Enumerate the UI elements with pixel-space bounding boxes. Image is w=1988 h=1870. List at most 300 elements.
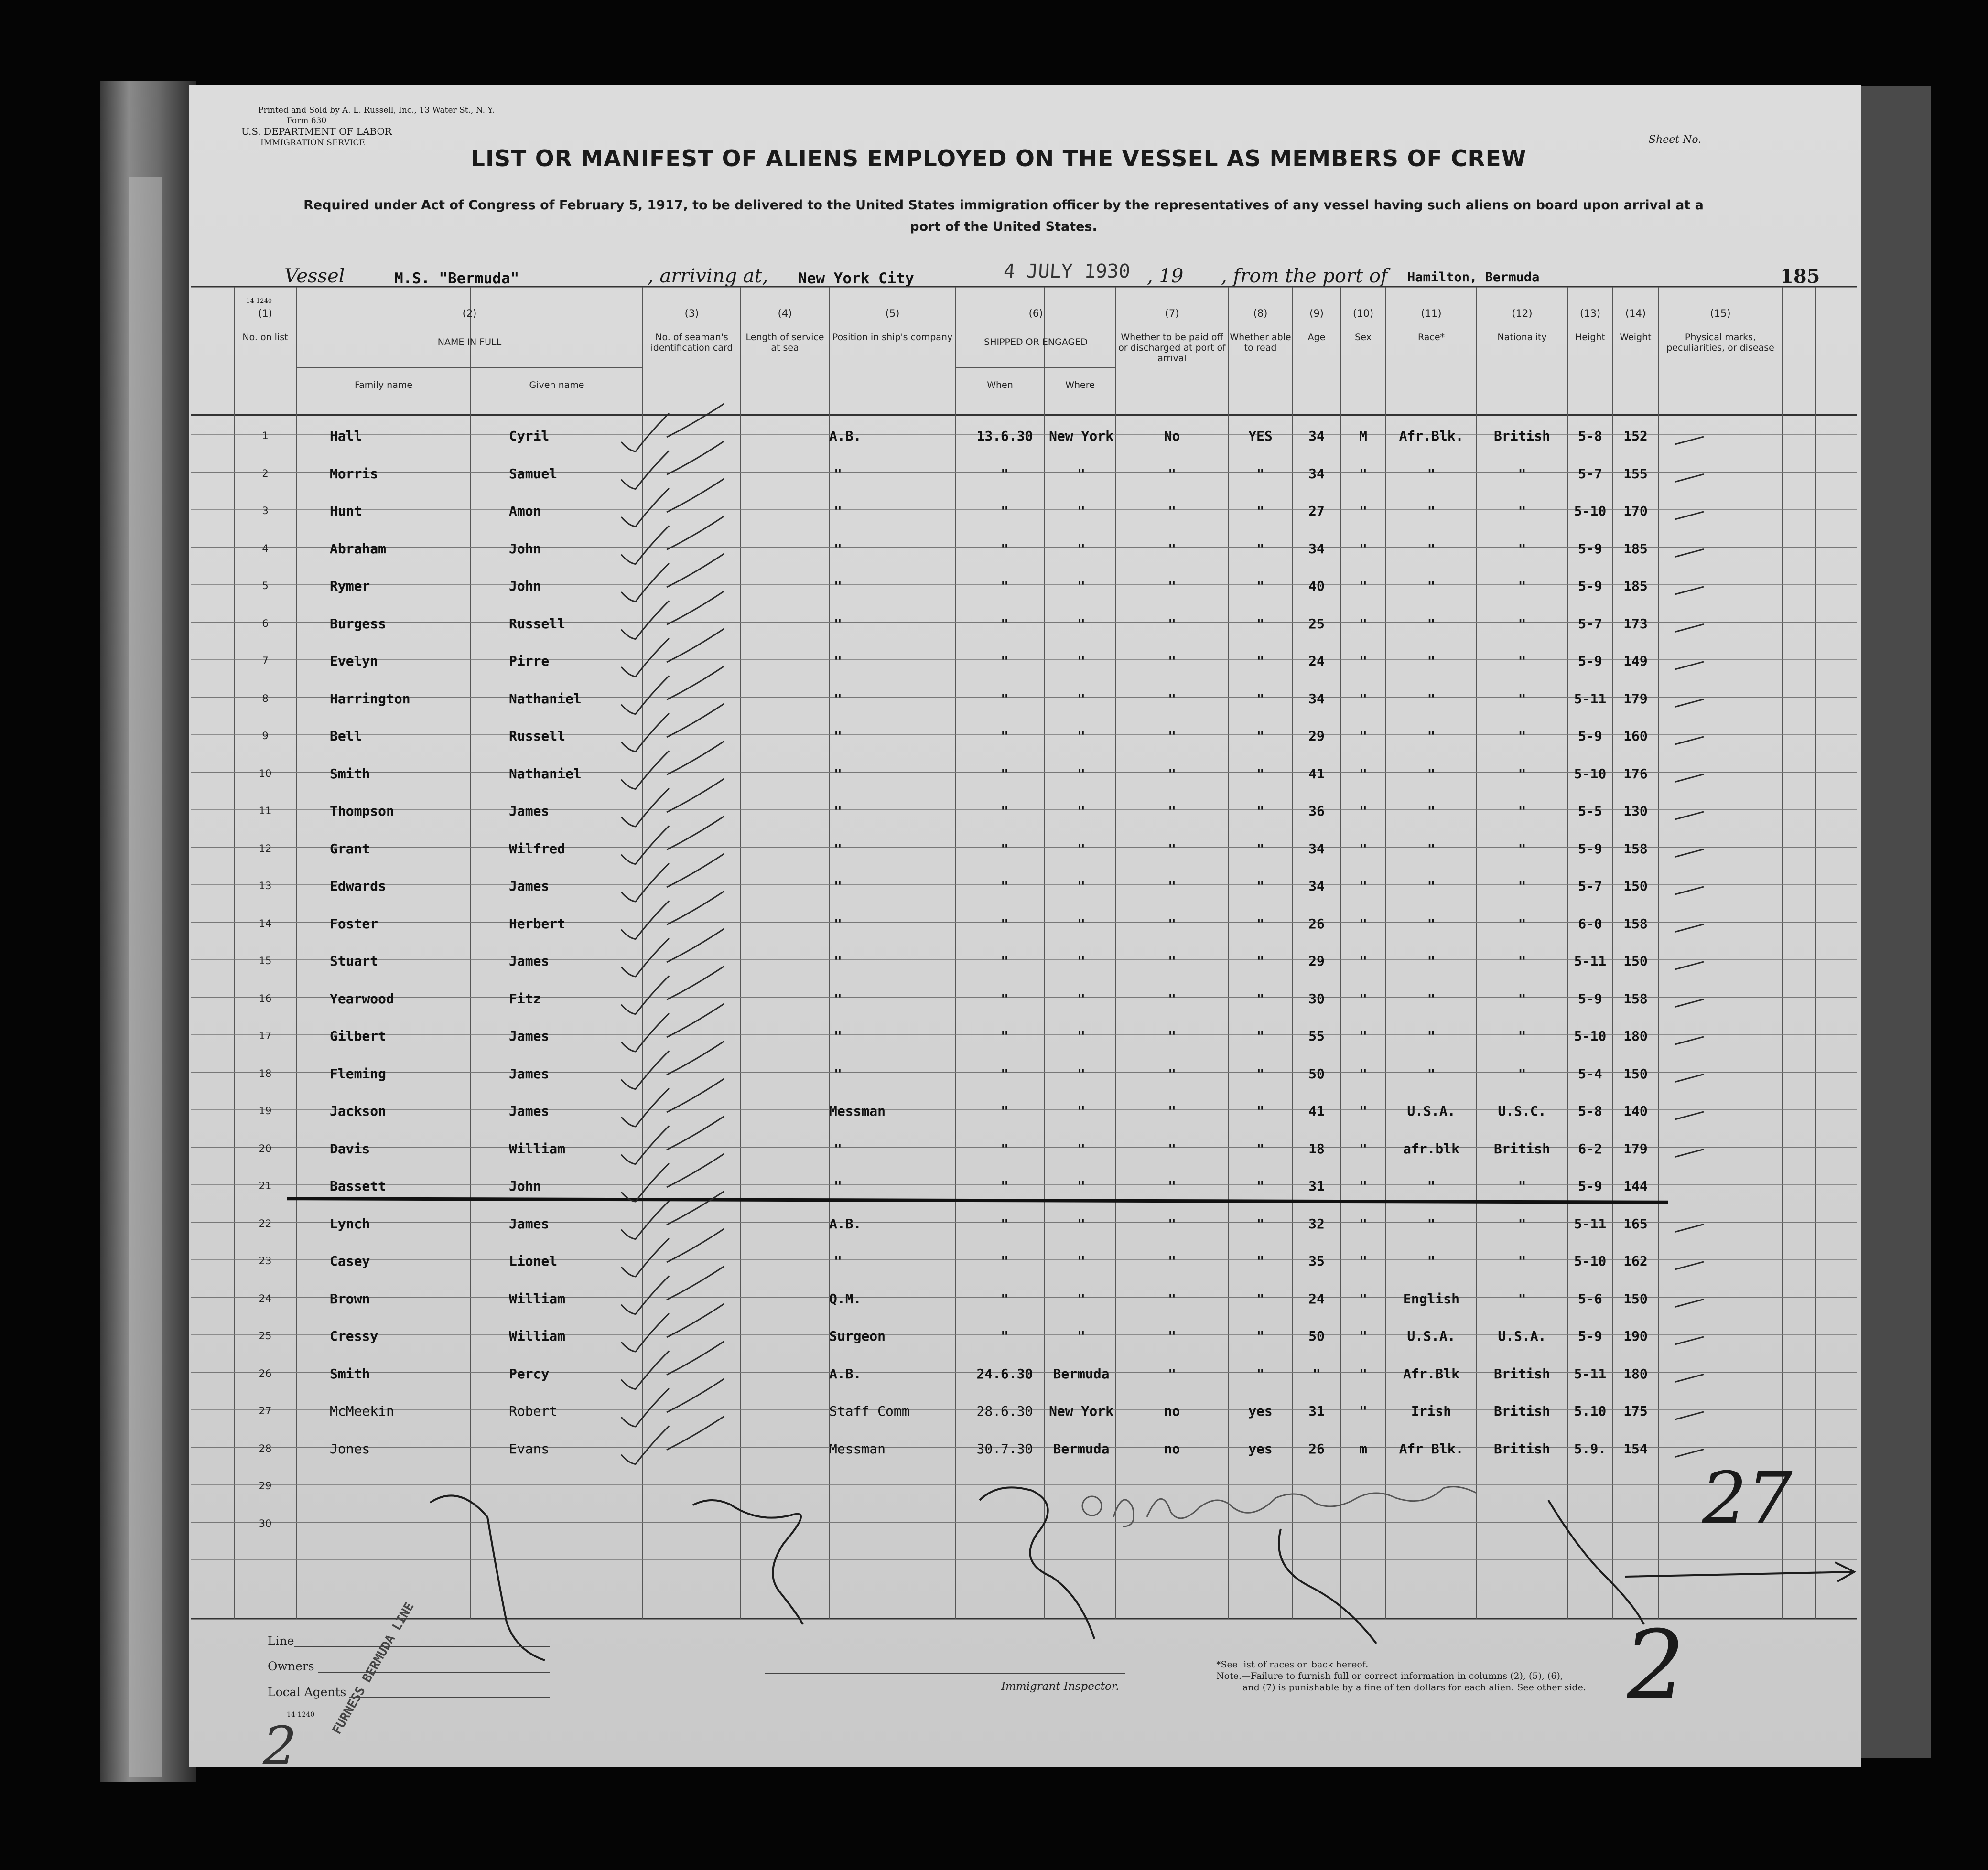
row-number: 20 [259,1142,272,1154]
cell-family: Jones [330,1440,370,1457]
cell-when: " [1001,953,1009,969]
service: IMMIGRATION SERVICE [260,138,365,148]
cell-nat: " [1518,1215,1526,1232]
row-number: 13 [259,880,272,892]
cell-nat: " [1518,953,1526,969]
cell-family: Thompson [330,803,394,819]
cell-where: " [1077,1028,1085,1044]
cell-given: Evans [509,1440,550,1457]
cell-paid: " [1168,503,1176,519]
cell-sex: " [1359,653,1367,669]
cell-family: Bell [330,728,362,744]
date-stamp: 4 JULY 1930 [1003,260,1131,282]
cell-when: " [1001,578,1009,594]
cell-nat: British [1493,1365,1550,1382]
cell-race: " [1427,878,1436,894]
cell-where: " [1077,653,1085,669]
cell-position: " [834,840,842,857]
cell-age: 55 [1308,1028,1325,1044]
cell-age: 31 [1308,1403,1325,1419]
cell-where: " [1077,465,1085,482]
cell-age: 35 [1308,1253,1325,1269]
column-header-c1: No. on list [242,332,288,343]
row-number: 19 [259,1105,272,1117]
departure-port: Hamilton, Bermuda [1407,270,1540,285]
row-number: 1 [262,430,269,441]
cell-paid: " [1168,465,1176,482]
cell-nat: " [1518,765,1526,782]
cell-weight: 150 [1623,953,1648,969]
row-number: 21 [259,1180,272,1192]
cell-paid: " [1168,915,1176,932]
row-number: 24 [259,1292,272,1304]
cell-nat: British [1493,1440,1550,1457]
column-header-c11: Race* [1417,332,1445,343]
cell-sex: " [1359,1028,1367,1044]
column-number-c4: (4) [778,308,792,319]
cell-paid: " [1168,990,1176,1007]
cell-where: " [1077,1290,1085,1307]
cell-sex: " [1359,465,1367,482]
cell-family: Grant [330,840,370,857]
cell-race: " [1427,915,1436,932]
cell-height: 5-5 [1578,803,1602,819]
cell-nat: " [1518,465,1526,482]
cell-height: 5-8 [1578,428,1602,444]
cell-where: " [1077,615,1085,632]
cell-family: Evelyn [330,653,378,669]
cell-sex: " [1359,803,1367,819]
column-header-shipped: SHIPPED OR ENGAGED [984,337,1088,347]
cell-race: English [1403,1290,1459,1307]
vessel-name: M.S. "Bermuda" [394,270,519,287]
cell-family: Cressy [330,1328,378,1344]
cell-sex: " [1359,915,1367,932]
cell-height: 5-9 [1578,1178,1602,1194]
cell-sex: m [1359,1440,1367,1457]
cell-family: Bassett [330,1178,387,1194]
cell-weight: 155 [1623,465,1648,482]
cell-weight: 158 [1623,915,1648,932]
cell-height: 5-10 [1574,1028,1607,1044]
cell-given: Russell [509,615,566,632]
cell-position: Surgeon [829,1328,886,1344]
row-number: 5 [262,580,269,591]
cell-sex: " [1359,1328,1367,1344]
cell-age: 40 [1308,578,1325,594]
cell-read: YES [1248,428,1273,444]
column-header-c13: Height [1575,332,1605,343]
cell-sex: " [1359,1140,1367,1157]
cell-position: A.B. [829,1365,862,1382]
cell-paid: " [1168,1065,1176,1082]
cell-given: James [509,878,550,894]
cell-family: Hall [330,428,362,444]
column-header-c10: Sex [1355,332,1372,343]
cell-where: " [1077,690,1085,707]
cell-nat: " [1518,803,1526,819]
cell-weight: 140 [1623,1103,1648,1119]
cell-read: " [1256,690,1264,707]
cell-family: Davis [330,1140,370,1157]
local-agents-label: Local Agents [268,1685,346,1699]
cell-read: " [1256,503,1264,519]
cell-where: Bermuda [1053,1365,1110,1382]
cell-race: afr.blk [1403,1140,1459,1157]
cell-read: yes [1248,1403,1273,1419]
cell-position: " [834,953,842,969]
cell-family: Foster [330,915,378,932]
cell-weight: 150 [1623,1290,1648,1307]
department: U.S. DEPARTMENT OF LABOR [241,126,392,137]
cell-nat: " [1518,503,1526,519]
cell-weight: 165 [1623,1215,1648,1232]
cell-sex: " [1359,840,1367,857]
handwritten-two-small: 2 [256,1715,303,1776]
cell-read: " [1256,765,1264,782]
cell-read: " [1256,465,1264,482]
cell-nat: " [1518,1290,1526,1307]
row-number: 12 [259,842,272,854]
cell-where: " [1077,878,1085,894]
cell-family: Jackson [330,1103,387,1119]
cell-age: 18 [1308,1140,1325,1157]
cell-age: 41 [1308,765,1325,782]
column-header-c12: Nationality [1497,332,1547,343]
cell-family: Hunt [330,503,362,519]
column-header-where: Where [1065,380,1095,390]
cell-when: " [1001,728,1009,744]
cell-weight: 130 [1623,803,1648,819]
cell-where: New York [1049,428,1113,444]
row-number: 8 [262,692,269,704]
cell-weight: 150 [1623,1065,1648,1082]
column-header-family: Family name [354,380,413,390]
cell-height: 5-9 [1578,540,1602,557]
cell-weight: 154 [1623,1440,1648,1457]
cell-when: " [1001,540,1009,557]
cell-given: James [509,803,550,819]
cell-sex: " [1359,690,1367,707]
cell-paid: " [1168,615,1176,632]
cell-race: " [1427,1065,1436,1082]
company-stamp: FURNESS BERMUDA LINE [330,1600,417,1737]
cell-paid: " [1168,803,1176,819]
footnote-1: *See list of races on back hereof. [1216,1659,1369,1670]
cell-family: Brown [330,1290,370,1307]
cell-where: " [1077,503,1085,519]
cell-given: Wilfred [509,840,566,857]
cell-weight: 150 [1623,878,1648,894]
cell-paid: no [1164,1440,1180,1457]
cell-race: " [1427,728,1436,744]
cell-read: " [1256,953,1264,969]
cell-age: 25 [1308,615,1325,632]
cell-given: Nathaniel [509,765,582,782]
cell-paid: " [1168,728,1176,744]
form-code-bottom: 14-1240 [287,1711,315,1719]
cell-age: 26 [1308,1440,1325,1457]
cell-height: 5-8 [1578,1103,1602,1119]
cell-nat: " [1518,728,1526,744]
cell-paid: " [1168,653,1176,669]
cell-nat: " [1518,578,1526,594]
cell-weight: 158 [1623,840,1648,857]
row-number: 15 [259,955,272,967]
cell-given: Pirre [509,653,550,669]
cell-nat: " [1518,653,1526,669]
cell-weight: 185 [1623,540,1648,557]
form-number: Form 630 [287,116,327,126]
cell-weight: 180 [1623,1028,1648,1044]
cell-height: 5-10 [1574,765,1607,782]
cell-nat: " [1518,540,1526,557]
row-number: 22 [259,1217,272,1229]
arriving-label: , arriving at, [648,265,768,287]
row-number: 23 [259,1255,272,1267]
cell-family: Fleming [330,1065,387,1082]
cell-when: " [1001,990,1009,1007]
handwritten-total: 27 [1694,1457,1800,1540]
cell-paid: " [1168,1028,1176,1044]
cell-age: 50 [1308,1065,1325,1082]
cell-sex: " [1359,1365,1367,1382]
cell-given: James [509,953,550,969]
cell-weight: 180 [1623,1365,1648,1382]
cell-position: " [834,653,842,669]
cell-height: 5.10 [1574,1403,1607,1419]
cell-where: " [1077,1178,1085,1194]
cell-when: " [1001,1178,1009,1194]
line-label: Line [268,1634,294,1648]
cell-paid: " [1168,1178,1176,1194]
cell-race: " [1427,1178,1436,1194]
column-number-c10: (10) [1352,308,1374,319]
column-number-c5: (5) [885,308,900,319]
cell-given: Russell [509,728,566,744]
cell-family: Yearwood [330,990,394,1007]
cell-race: " [1427,465,1436,482]
cell-race: " [1427,578,1436,594]
cell-given: Cyril [509,428,550,444]
cell-race: Irish [1411,1403,1452,1419]
cell-position: " [834,765,842,782]
cell-family: Edwards [330,878,387,894]
cell-position: " [834,578,842,594]
row-number: 30 [259,1517,272,1529]
cell-weight: 175 [1623,1403,1648,1419]
row-number: 27 [259,1405,272,1417]
column-number-c15: (15) [1710,308,1731,319]
cell-read: " [1256,1328,1264,1344]
cell-position: " [834,1253,842,1269]
cell-read: " [1256,840,1264,857]
cell-weight: 185 [1623,578,1648,594]
column-header-c8: Whether able to read [1230,332,1291,353]
cell-given: James [509,1028,550,1044]
cell-sex: " [1359,503,1367,519]
cell-position: Q.M. [829,1290,862,1307]
row-number: 6 [262,617,269,629]
column-number-c7: (7) [1165,308,1179,319]
cell-read: " [1256,1028,1264,1044]
cell-where: " [1077,803,1085,819]
page-title: LIST OR MANIFEST OF ALIENS EMPLOYED ON THE VESSEL AS MEMBERS OF CREW [471,146,1527,172]
column-number-c2: (2) [462,308,477,319]
cell-read: " [1256,1178,1264,1194]
cell-weight: 170 [1623,503,1648,519]
row-number: 4 [262,542,269,554]
cell-height: 5-11 [1574,1365,1607,1382]
cell-family: Harrington [330,690,411,707]
column-header-when: When [987,380,1013,390]
cell-sex: " [1359,1103,1367,1119]
cell-sex: " [1359,1065,1367,1082]
cell-race: " [1427,1028,1436,1044]
subtitle-line-2: port of the United States. [910,219,1097,234]
cell-family: Smith [330,1365,370,1382]
cell-paid: " [1168,840,1176,857]
cell-age: 34 [1308,878,1325,894]
cell-height: 5-10 [1574,1253,1607,1269]
cell-paid: " [1168,765,1176,782]
row-number: 28 [259,1442,272,1454]
cell-weight: 179 [1623,690,1648,707]
cell-height: 5-9 [1578,653,1602,669]
cell-position: " [834,465,842,482]
column-header-c3: No. of seaman's identification card [650,332,733,353]
cell-weight: 160 [1623,728,1648,744]
cell-weight: 190 [1623,1328,1648,1344]
cell-sex: " [1359,578,1367,594]
cell-when: 30.7.30 [976,1440,1033,1457]
row-number: 14 [259,917,272,929]
subtitle-line-1: Required under Act of Congress of February 5, 1917, to be delivered to the United States immigration officer by the representatives of any vessel having such aliens on board upon arrival at a [303,198,1704,213]
cell-weight: 149 [1623,653,1648,669]
cell-age: 29 [1308,953,1325,969]
cell-sex: " [1359,990,1367,1007]
cell-family: Gilbert [330,1028,387,1044]
cell-when: " [1001,840,1009,857]
cell-given: William [509,1328,566,1344]
cell-when: " [1001,1253,1009,1269]
page-number: 185 [1780,265,1820,288]
cell-race: U.S.A. [1407,1328,1456,1344]
column-number-c14: (14) [1625,308,1646,319]
cell-when: 24.6.30 [976,1365,1033,1382]
cell-nat: " [1518,1028,1526,1044]
cell-sex: " [1359,878,1367,894]
cell-family: Morris [330,465,378,482]
cell-nat: " [1518,840,1526,857]
cell-height: 5-9 [1578,728,1602,744]
cell-where: " [1077,1140,1085,1157]
cell-weight: 144 [1623,1178,1648,1194]
cell-race: " [1427,503,1436,519]
column-number-c13: (13) [1579,308,1601,319]
cell-paid: " [1168,1328,1176,1344]
cell-nat: " [1518,615,1526,632]
cell-where: " [1077,915,1085,932]
sheet-number-label: Sheet No. [1649,134,1702,146]
cell-sex: " [1359,1403,1367,1419]
cell-height: 5-10 [1574,503,1607,519]
cell-when: " [1001,615,1009,632]
cell-given: Percy [509,1365,550,1382]
row-number: 2 [262,467,269,479]
cell-paid: No [1164,428,1180,444]
cell-when: " [1001,915,1009,932]
vessel-label: Vessel [284,265,345,287]
cell-given: William [509,1290,566,1307]
cell-race: " [1427,1253,1436,1269]
cell-family: Stuart [330,953,378,969]
cell-when: " [1001,1028,1009,1044]
cell-position: " [834,503,842,519]
year-label: , 19 [1147,265,1184,287]
inspector-label: Immigrant Inspector. [1001,1680,1119,1693]
cell-where: " [1077,1065,1085,1082]
cell-when: " [1001,653,1009,669]
cell-when: 28.6.30 [976,1403,1033,1419]
cell-age: 36 [1308,803,1325,819]
cell-where: " [1077,765,1085,782]
cell-sex: " [1359,1178,1367,1194]
cell-weight: 158 [1623,990,1648,1007]
cell-age: 30 [1308,990,1325,1007]
cell-read: " [1256,540,1264,557]
cell-when: " [1001,765,1009,782]
column-number-c11: (11) [1421,308,1442,319]
cell-paid: " [1168,953,1176,969]
cell-paid: " [1168,540,1176,557]
cell-position: " [834,690,842,707]
cell-paid: " [1168,1140,1176,1157]
cell-when: " [1001,878,1009,894]
row-number: 25 [259,1330,272,1342]
cell-height: 5-11 [1574,690,1607,707]
cell-weight: 176 [1623,765,1648,782]
column-header-name: NAME IN FULL [437,337,502,347]
cell-where: New York [1049,1403,1113,1419]
column-header-c7: Whether to be paid off or discharged at port of arrival [1118,332,1226,364]
cell-race: " [1427,953,1436,969]
cell-position: " [834,1178,842,1194]
cell-position: " [834,728,842,744]
cell-age: 34 [1308,840,1325,857]
cell-nat: U.S.A. [1498,1328,1546,1344]
cell-age: 34 [1308,428,1325,444]
cell-sex: " [1359,1253,1367,1269]
cell-age: 34 [1308,690,1325,707]
cell-age: 29 [1308,728,1325,744]
cell-age: 32 [1308,1215,1325,1232]
cell-position: A.B. [829,1215,862,1232]
footnote-3: and (7) is punishable by a fine of ten dollars for each alien. See other side. [1242,1682,1586,1693]
row-number: 9 [262,730,269,742]
cell-height: 5-7 [1578,878,1602,894]
column-header-c9: Age [1307,332,1326,343]
cell-where: " [1077,540,1085,557]
row-number: 18 [259,1067,272,1079]
cell-age: 34 [1308,465,1325,482]
cell-age: 26 [1308,915,1325,932]
cell-race: " [1427,615,1436,632]
cell-position: " [834,803,842,819]
cell-race: U.S.A. [1407,1103,1456,1119]
cell-given: James [509,1215,550,1232]
cell-sex: " [1359,540,1367,557]
